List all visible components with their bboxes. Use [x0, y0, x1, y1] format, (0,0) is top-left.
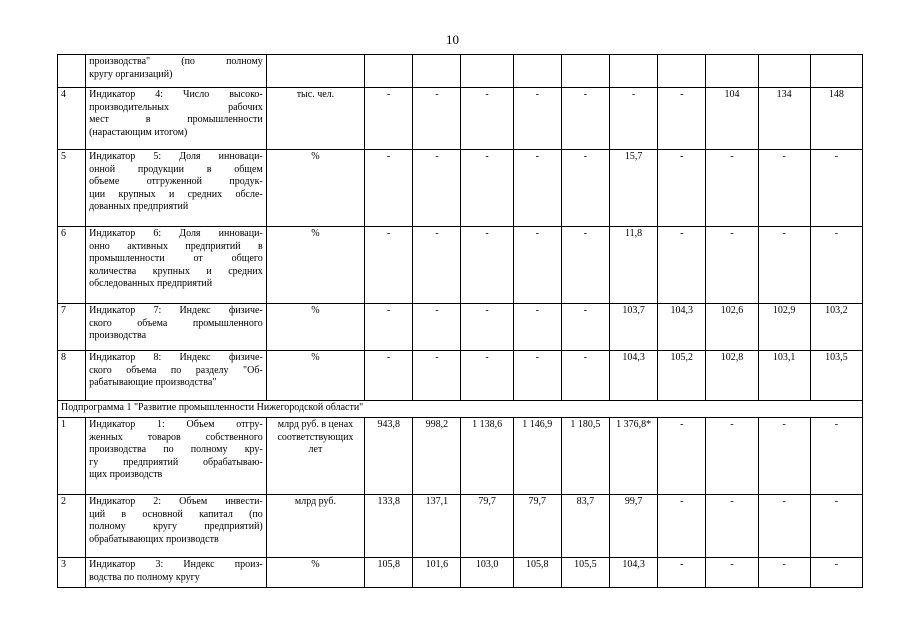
unit-cell [266, 558, 364, 588]
value-cell: - [461, 351, 513, 401]
value-cell: 79,7 [513, 495, 561, 558]
row-number: 2 [58, 495, 86, 558]
value-cell: 15,7 [610, 150, 658, 227]
unit-cell [266, 495, 364, 558]
value-cell: 1 146,9 [513, 418, 561, 495]
page-number: 10 [446, 32, 459, 47]
value-cell: - [658, 495, 706, 558]
row-number: 5 [58, 150, 86, 227]
value-cell: - [706, 150, 758, 227]
value-cell: 137,1 [413, 495, 461, 558]
unit-cell [266, 304, 364, 351]
value-cell: - [810, 418, 862, 495]
indicator-name-line: производства" (по полному [89, 56, 263, 67]
indicator-name-line: женных товаров собственного [89, 431, 263, 443]
indicator-name-line: Индикатор 3: Индекс произ- [89, 559, 263, 570]
value-cell: 148 [810, 88, 862, 150]
value-cell: - [758, 495, 810, 558]
value-cell: - [513, 304, 561, 351]
indicator-name-line: онно активных предприятий в [89, 240, 263, 252]
table-body [58, 55, 863, 588]
value-cell: 1 180,5 [561, 418, 609, 495]
value-cell: - [513, 227, 561, 304]
table-row [58, 351, 863, 401]
value-cell: 1 376,8* [610, 418, 658, 495]
table-row [58, 150, 863, 227]
value-cell: - [658, 418, 706, 495]
table-row [58, 558, 863, 588]
value-cell: 99,7 [610, 495, 658, 558]
value-cell: - [413, 227, 461, 304]
value-cell: - [658, 150, 706, 227]
unit-line: соответствующих [277, 431, 354, 443]
value-cell: 102,9 [758, 304, 810, 351]
indicator-name-line: Индикатор 2: Объем инвести- [89, 496, 263, 507]
value-cell: - [810, 227, 862, 304]
indicator-name [86, 351, 267, 401]
value-cell: - [461, 88, 513, 150]
value-cell: - [658, 88, 706, 150]
indicator-name-line: рабатывающие производства" [89, 377, 217, 388]
row-number: 4 [58, 88, 86, 150]
indicator-name [86, 418, 267, 495]
value-cell: 133,8 [365, 495, 413, 558]
value-cell: - [810, 150, 862, 227]
value-cell: - [610, 88, 658, 150]
value-cell [706, 55, 758, 88]
value-cell: - [758, 418, 810, 495]
indicators-table [57, 54, 863, 588]
indicator-name-line: кругу организаций) [89, 68, 173, 80]
value-cell: - [561, 150, 609, 227]
value-cell: - [365, 304, 413, 351]
table-row-continuation [58, 55, 863, 88]
value-cell: 11,8 [610, 227, 658, 304]
unit-cell [266, 351, 364, 401]
indicator-name-line: мест в промышленности [89, 114, 263, 125]
unit-cell [266, 150, 364, 227]
value-cell: 105,8 [365, 558, 413, 588]
value-cell: 103,5 [810, 351, 862, 401]
value-cell: 998,2 [413, 418, 461, 495]
value-cell: - [413, 304, 461, 351]
value-cell: - [365, 227, 413, 304]
value-cell: 101,6 [413, 558, 461, 588]
value-cell: - [758, 558, 810, 588]
unit-line: % [311, 151, 320, 162]
value-cell [461, 55, 513, 88]
value-cell: 103,0 [461, 558, 513, 588]
value-cell: 104,3 [610, 351, 658, 401]
value-cell: - [461, 150, 513, 227]
value-cell: - [513, 351, 561, 401]
indicator-name-line: дованных предприятий [89, 201, 189, 212]
indicator-name-line: водства по полному кругу [89, 571, 200, 583]
value-cell: 102,8 [706, 351, 758, 401]
unit-line: млрд руб. в ценах [277, 419, 354, 430]
indicator-name [86, 558, 267, 588]
row-number: 8 [58, 351, 86, 401]
indicator-name-line: щих производств [89, 469, 163, 480]
indicator-name-line: Индикатор 7: Индекс физиче- [89, 305, 263, 316]
indicator-name-line: производительных рабочих [89, 101, 263, 113]
indicator-name-line: Индикатор 6: Доля инноваци- [89, 228, 263, 239]
value-cell: - [365, 351, 413, 401]
value-cell: - [810, 558, 862, 588]
indicator-name-line: Индикатор 5: Доля инноваци- [89, 151, 263, 162]
value-cell: - [561, 88, 609, 150]
value-cell [610, 55, 658, 88]
value-cell: 105,5 [561, 558, 609, 588]
value-cell [266, 55, 364, 88]
value-cell: - [561, 227, 609, 304]
table-row [58, 495, 863, 558]
value-cell [810, 55, 862, 88]
table-row [58, 227, 863, 304]
value-cell: 104,3 [658, 304, 706, 351]
indicator-name [86, 304, 267, 351]
indicator-name-line: Индикатор 8: Индекс физиче- [89, 352, 263, 363]
indicator-name [86, 150, 267, 227]
table-row [58, 88, 863, 150]
value-cell: 105,8 [513, 558, 561, 588]
unit-line: тыс. чел. [296, 89, 335, 100]
value-cell: 105,2 [658, 351, 706, 401]
indicator-name-line: ского объема промышленного [89, 317, 263, 329]
unit-line: млрд руб. [294, 496, 336, 507]
value-cell: 1 138,6 [461, 418, 513, 495]
value-cell: - [561, 351, 609, 401]
indicator-name-line: производства по полному кру- [89, 444, 263, 455]
unit-line: % [311, 559, 320, 570]
value-cell: 102,6 [706, 304, 758, 351]
value-cell: - [706, 418, 758, 495]
unit-line: % [311, 352, 320, 363]
value-cell: - [561, 304, 609, 351]
value-cell: - [810, 495, 862, 558]
value-cell: - [758, 227, 810, 304]
indicator-name-line: ции крупных и средних обсле- [89, 188, 263, 200]
value-cell [758, 55, 810, 88]
indicator-name-line: промышленности от общего [89, 253, 263, 264]
unit-line: % [311, 228, 320, 239]
row-number: 6 [58, 227, 86, 304]
row-number: 7 [58, 304, 86, 351]
indicator-name-line: объеме отгруженной продук- [89, 176, 263, 187]
row-number: 1 [58, 418, 86, 495]
indicator-name [86, 227, 267, 304]
value-cell: 103,7 [610, 304, 658, 351]
value-cell: 103,1 [758, 351, 810, 401]
value-cell [365, 55, 413, 88]
subprogram-row [58, 401, 863, 418]
value-cell: - [413, 351, 461, 401]
value-cell: 104 [706, 88, 758, 150]
value-cell: - [365, 88, 413, 150]
value-cell: - [461, 227, 513, 304]
unit-cell [266, 418, 364, 495]
indicator-name [86, 55, 267, 88]
value-cell [513, 55, 561, 88]
indicator-name-line: обследованных предприятий [89, 278, 213, 289]
value-cell: 79,7 [461, 495, 513, 558]
value-cell: - [365, 150, 413, 227]
unit-line: % [311, 305, 320, 316]
unit-cell [266, 227, 364, 304]
indicator-name-line: количества крупных и средних [89, 265, 263, 277]
unit-line: лет [308, 444, 323, 455]
indicator-name-line: обрабатывающих производств [89, 533, 219, 545]
indicator-name-line: онной продукции в общем [89, 163, 263, 175]
indicator-name-line: полному кругу предприятий) [89, 521, 263, 532]
value-cell: - [658, 558, 706, 588]
value-cell: 83,7 [561, 495, 609, 558]
value-cell: - [758, 150, 810, 227]
value-cell [561, 55, 609, 88]
indicator-name [86, 495, 267, 558]
value-cell: 104,3 [610, 558, 658, 588]
indicator-name-line: ций в основной капитал (по [89, 508, 263, 520]
value-cell: - [706, 227, 758, 304]
indicator-name-line: гу предприятий обрабатываю- [89, 456, 263, 468]
value-cell: - [461, 304, 513, 351]
subprogram-title: Подпрограмма 1 "Развитие промышленности Нижегородской области" [58, 401, 863, 418]
value-cell: - [513, 150, 561, 227]
unit-cell [266, 88, 364, 150]
indicator-name-line: (нарастающим итогом) [89, 126, 188, 138]
indicator-name [86, 88, 267, 150]
value-cell: - [513, 88, 561, 150]
value-cell: - [413, 88, 461, 150]
row-number [58, 55, 86, 88]
value-cell: - [706, 495, 758, 558]
value-cell: 103,2 [810, 304, 862, 351]
table-row [58, 304, 863, 351]
indicator-name-line: производства [89, 330, 147, 341]
indicator-name-line: Индикатор 4: Число высоко- [89, 89, 263, 100]
table-row [58, 418, 863, 495]
value-cell [658, 55, 706, 88]
row-number: 3 [58, 558, 86, 588]
value-cell: 134 [758, 88, 810, 150]
value-cell: - [706, 558, 758, 588]
value-cell: - [413, 150, 461, 227]
indicator-name-line: ского объема по разделу "Об- [89, 364, 263, 376]
value-cell [413, 55, 461, 88]
value-cell: 943,8 [365, 418, 413, 495]
value-cell: - [658, 227, 706, 304]
indicator-name-line: Индикатор 1: Объем отгру- [89, 419, 263, 430]
